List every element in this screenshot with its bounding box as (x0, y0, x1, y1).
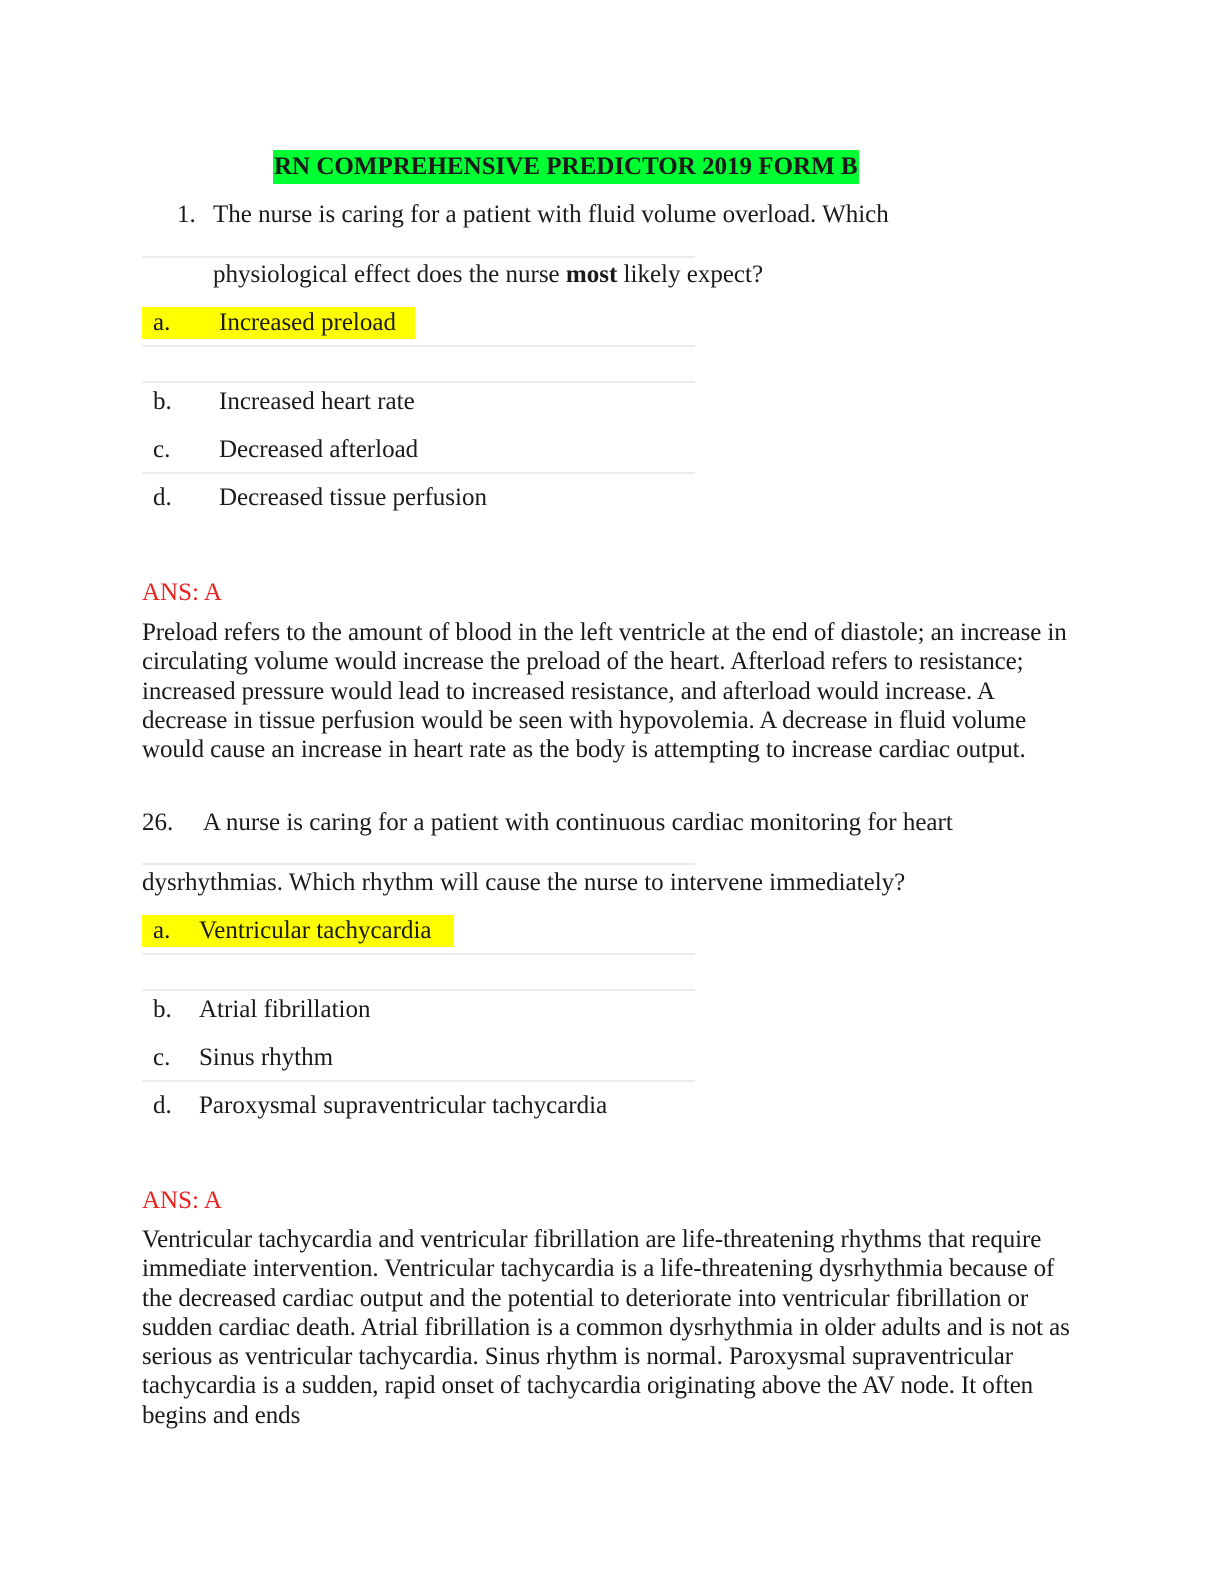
divider (142, 1080, 695, 1082)
question-1-number: 1. (177, 201, 196, 228)
option-letter-b: b. (153, 388, 172, 415)
option-letter-a: a. (153, 917, 171, 944)
answer-explanation: Ventricular tachycardia and ventricular fibrillation are life-threatening rhythms that require immediate intervention. Ventricular tachycardia is a life-threatening dysrhythmia because of the decreased cardiac output and the potential to deteriorate into ventricular fibrillation or sudden cardiac death. Atrial fibrillation is a common dysrhythmia in older adults and is not as serious as ventricular tachycardia. Sinus rhythm is normal. Paroxysmal supraventricular tachycardia is a sudden, rapid onset of tachycardia originating above the AV node. It often begins and ends (142, 1226, 1070, 1429)
divider (142, 256, 695, 258)
answer-label: ANS: A (142, 1187, 222, 1214)
question-26-text-line1: A nurse is caring for a patient with continuous cardiac monitoring for heart (203, 809, 953, 836)
option-letter-b: b. (153, 996, 172, 1023)
question-26-text-line2: dysrhythmias. Which rhythm will cause the nurse to intervene immediately? (142, 869, 906, 896)
answer-label: ANS: A (142, 579, 222, 606)
question-26-number: 26. (142, 809, 174, 836)
option-letter-a: a. (153, 309, 171, 336)
question-1-text-line2: physiological effect does the nurse most likely expect? (213, 261, 764, 288)
option-text-b: Increased heart rate (219, 388, 415, 415)
divider (142, 953, 695, 955)
divider (142, 863, 695, 865)
option-text-d: Decreased tissue perfusion (219, 484, 487, 511)
answer-explanation: Preload refers to the amount of blood in the left ventricle at the end of diastole; an increase in circulating volume would increase the preload of the heart. Afterload refers to resistance; increased pressure would lead to increased resistance, and afterload would increase. A decrease in tissue perfusion would be seen with hypovolemia. A decrease in fluid volume would cause an increase in heart rate as the body is attempting to increase cardiac output. (142, 619, 1067, 764)
option-letter-d: d. (153, 484, 172, 511)
divider (142, 989, 695, 991)
document-title: RN COMPREHENSIVE PREDICTOR 2019 FORM B (273, 150, 859, 184)
divider (142, 472, 695, 474)
divider (142, 345, 695, 347)
divider (142, 381, 695, 383)
option-text-c: Decreased afterload (219, 436, 419, 463)
option-text-a: Ventricular tachycardia (199, 917, 432, 944)
option-letter-d: d. (153, 1092, 172, 1119)
option-text-c: Sinus rhythm (199, 1044, 334, 1071)
question-1-text-line1: The nurse is caring for a patient with fluid volume overload. Which (213, 201, 889, 228)
option-text-a: Increased preload (219, 309, 396, 336)
option-text-d: Paroxysmal supraventricular tachycardia (199, 1092, 608, 1119)
emphasis-most: most (565, 261, 618, 288)
option-letter-c: c. (153, 436, 171, 463)
option-letter-c: c. (153, 1044, 171, 1071)
option-text-b: Atrial fibrillation (199, 996, 371, 1023)
